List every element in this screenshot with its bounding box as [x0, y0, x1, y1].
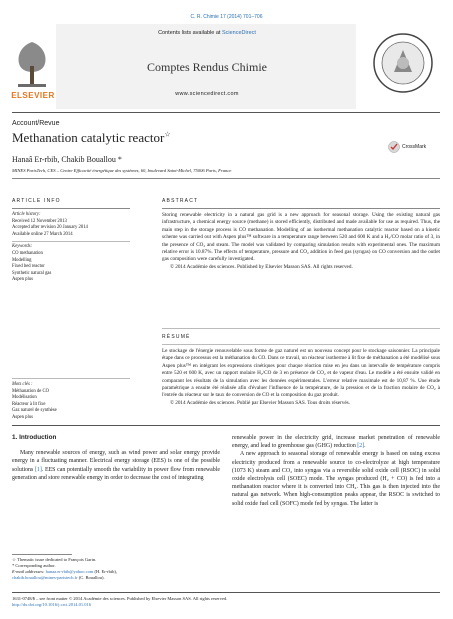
bottom-rule	[12, 592, 440, 593]
mot-cle: Réacteur à lit fixe	[12, 401, 46, 407]
title-mark: ☆	[164, 130, 171, 139]
affil-rule	[12, 178, 440, 179]
author-names: Hanaâ Er-rbib, Chakib Bouallou	[12, 155, 116, 164]
p1-text: . EES can potentially smooth the variability in power flow from renewable generation and store renewable energy in order to decrease the cost of integrating	[12, 466, 220, 481]
resume-text: Le stockage de l'énergie renouvelable sous forme de gaz naturel est un nouveau concept pour le stockage saisonnier. La principale étape dans ce processus est la méthanation du CO. Dans ce travail, un réacteur isotherme à lit fixe de méthanation a été modélisé sous Aspen plus™ en intégrant les expressions cinétiques pour chaque réaction mise en jeu dans un intervalle de température compris entre 520 et 600 K, avec un rapport molaire H₂/CO de 3 en présence de CO₂ et de vapeur d'eau. Le modèle a été ensuite validé en comparant les résultats de la simulation avec les données expérimentales. L'erreur relative maximale est de 10,87 %. Une étude paramétrique a ensuite été réalisée afin d'évaluer l'influence de la température, de la pression et de la fraction molaire de CO₂ à l'entrée du réacteur sur le taux de conversion de CO et la composition du gaz produit.	[162, 348, 440, 399]
crossmark-badge[interactable]	[388, 141, 426, 153]
keyword: CO methanation	[12, 250, 43, 256]
doi-link[interactable]: http://dx.doi.org/10.1016/j.crci.2014.01.016	[12, 602, 92, 607]
keyword: Aspen plus	[12, 277, 33, 283]
journal-url[interactable]: www.sciencedirect.com	[175, 91, 239, 97]
crossmark-icon	[388, 141, 400, 153]
p1-text: Many renewable sources of energy, such as wind power and solar energy provide energy in a fluctuating manner. Electrical energy storage (EES) is one of the possible solutions	[12, 450, 220, 473]
journal-title: Comptes Rendus Chimie	[147, 60, 267, 74]
running-head: C. R. Chimie 17 (2014) 701–706	[190, 14, 263, 20]
mot-cle: Aspen plus	[12, 414, 33, 420]
history-line: Received 12 November 2013	[12, 218, 67, 224]
history-line: Accepted after revision 20 January 2014	[12, 225, 88, 231]
header-rule	[12, 112, 440, 113]
info-rule	[12, 241, 130, 242]
article-type: Account/Revue	[12, 120, 60, 127]
intro-paragraph: A new approach to seasonal storage of renewable energy is based on using excess electricity produced from a renewable source to co-electrolyze at high temperature (1073 K) steam and CO₂ into syngas via a reversible solid oxide cell (RSOC) in solid oxide electrolysis cell (SOEC) mode. The syngas produced (H₂ + CO) is fed into a methanation reactor where it is converted into CH₄. This gas is then injected into the natural gas network. When high-consumption peaks appear, the RSOC is switched to solid oxide fuel cell (SOFC) mode fed by syngas. The latter is	[232, 451, 440, 507]
bottom-matter	[12, 592, 440, 608]
resume-rule	[162, 344, 440, 345]
footnote-thematic: ☆ Thematic issue dedicated to François Garin.	[12, 557, 97, 562]
intro-paragraph	[12, 449, 220, 482]
issn-line: 1631-0748/$ – see front matter © 2014 Académie des sciences. Published by Elsevier Masson SAS. All rights reserved.	[12, 596, 228, 601]
resume-rule-top	[162, 328, 440, 329]
keyword: Modelling	[12, 257, 32, 263]
resume-section	[162, 328, 440, 407]
elsevier-tree-logo	[12, 38, 52, 90]
citation-link[interactable]: [2]	[357, 443, 365, 450]
contents-prefix: Contents lists available at	[158, 30, 222, 36]
intro-paragraph	[232, 434, 440, 450]
keyword: Fixed bed reactor	[12, 264, 45, 270]
article-info	[12, 198, 130, 284]
abstract-header: ABSTRACT	[162, 198, 199, 204]
email-owner: (C. Bouallou).	[77, 575, 105, 580]
mots-label: Mots clés :	[12, 382, 33, 387]
sciencedirect-link[interactable]: ScienceDirect	[221, 30, 256, 36]
mot-cle: Méthanation de CO	[12, 388, 49, 394]
footnote-rule	[12, 554, 72, 555]
p2-text: .	[364, 443, 366, 450]
article-info-header: ARTICLE INFO	[12, 198, 61, 204]
academie-seal-logo	[372, 32, 434, 94]
mot-cle: Modélisation	[12, 395, 37, 401]
mots-rule	[12, 378, 130, 379]
history-line: Available online 27 March 2014	[12, 231, 73, 237]
footnote-emails-2	[12, 575, 220, 581]
email-link[interactable]: hanaa.er-rbib@yahoo.com	[45, 569, 94, 574]
author-mark: *	[115, 155, 122, 164]
abstract-copyright: © 2014 Académie des sciences. Published by Elsevier Masson SAS. All rights reserved.	[170, 263, 353, 270]
abstract-rule	[162, 208, 440, 209]
history-label: Article history:	[12, 212, 41, 217]
abstract-text: Storing renewable electricity in a natural gas grid is a new approach for seasonal storage. Using the existing natural gas infrastructure, a chemical energy source (methane) is stored efficiently, distributed and made available for use as required. Thus, the main step in the storage process is CO methanation. Modelling of an isothermal methanation catalytic reactor based on a kinetic scheme was carried out with Aspen plus™ software in a temperature range between 520 and 600 K and a H₂/CO molar ratio of 3, in the presence of CO₂ and steam. The model was validated by comparing simulation results with experimental ones. The maximum relative error is 10.87%. The effects of temperature, pressure and CO₂ addition in feed gas (syngas) on CO conversion and the outlet gas composition were carefully investigated.	[162, 212, 440, 263]
contents-line	[60, 30, 354, 36]
authors	[12, 155, 122, 164]
keywords-label: Keywords:	[12, 244, 33, 250]
email-link[interactable]: chakib.bouallou@mines-paristech.fr	[12, 575, 78, 580]
affiliation: MINES ParisTech, CES – Centre Efficacité énergétique des systèmes, 60, boulevard Saint-Michel, 75006 Paris, France	[12, 168, 232, 173]
mots-cles	[12, 378, 130, 422]
footnote-corresponding: * Corresponding author.	[12, 563, 56, 568]
resume-header: RÉSUMÉ	[162, 334, 191, 340]
mot-cle: Gaz naturel de synthèse	[12, 408, 57, 414]
abstract-section	[162, 198, 440, 271]
email-label: E-mail addresses:	[12, 569, 46, 574]
keyword: Synthetic natural gas	[12, 270, 52, 276]
p2-text: renewable power in the electricity grid, increase market penetration of renewable energy, and lead to greenhouse gas (GHG) reduction	[232, 435, 440, 450]
body-rule	[12, 425, 440, 426]
body-left-column	[12, 434, 220, 482]
info-rule	[12, 208, 130, 209]
article-title	[12, 130, 171, 146]
crossmark-label: CrossMark	[402, 144, 427, 150]
resume-copyright: © 2014 Académie des sciences. Publié par Elsevier Masson SAS. Tous droits réservés.	[170, 399, 350, 406]
body-right-column	[232, 434, 440, 508]
publisher-wordmark: ELSEVIER	[11, 91, 55, 100]
email-owner: (H. Er-rbib),	[93, 569, 118, 574]
intro-heading: 1. Introduction	[12, 434, 57, 441]
footnotes	[12, 554, 220, 581]
citation-link[interactable]: [1]	[34, 466, 42, 473]
title-text: Methanation catalytic reactor	[12, 130, 165, 145]
